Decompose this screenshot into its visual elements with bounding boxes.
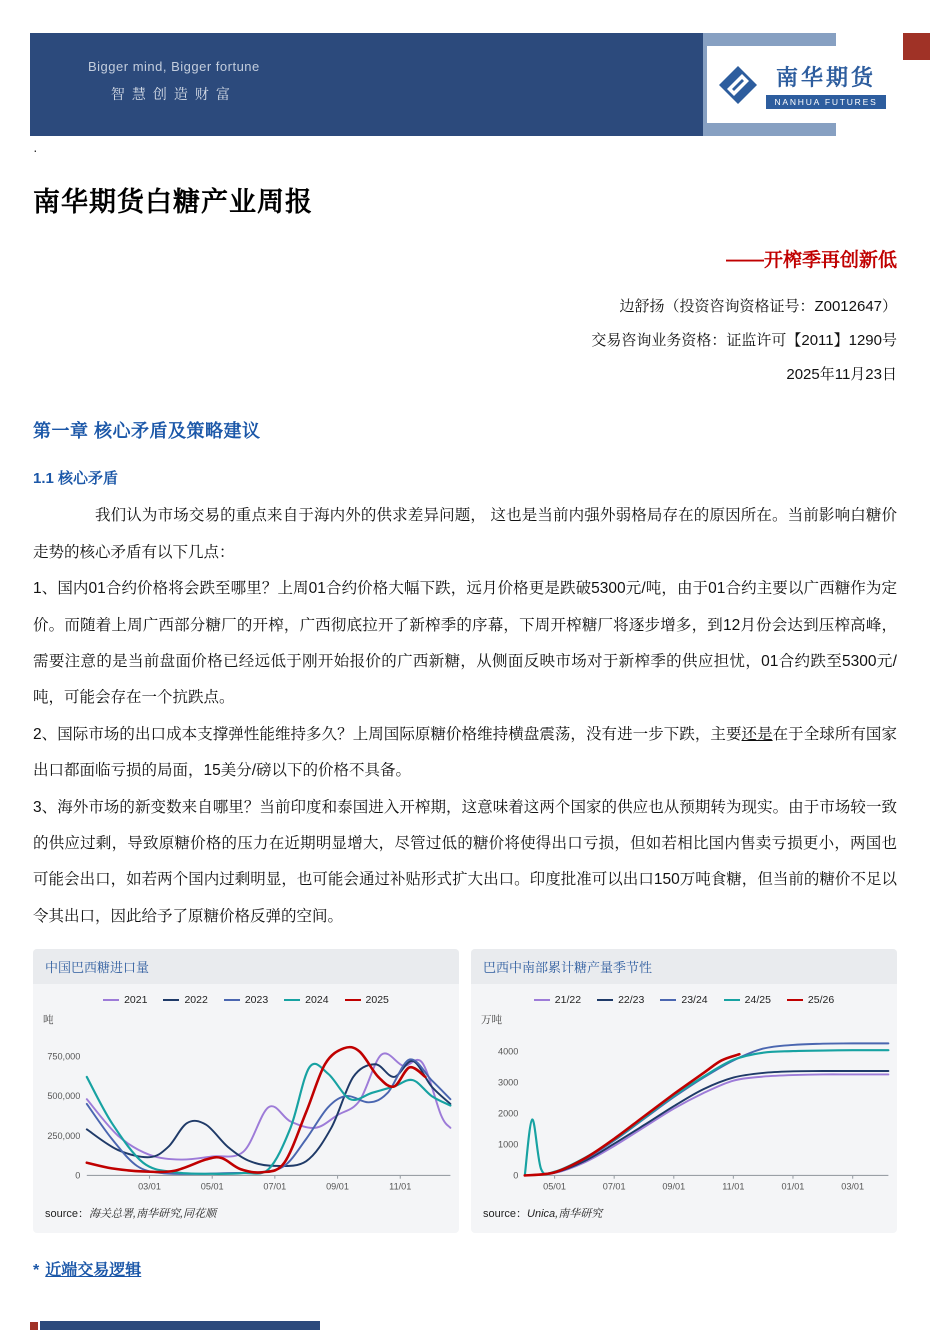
svg-text:03/01: 03/01 [138, 1181, 161, 1192]
report-meta [33, 290, 897, 391]
svg-text:11/01: 11/01 [722, 1181, 745, 1192]
svg-text:09/01: 09/01 [662, 1181, 686, 1192]
svg-text:4000: 4000 [498, 1046, 519, 1057]
legend-swatch [284, 999, 300, 1001]
report-date: 2025年11月23日 [786, 365, 897, 383]
chart-title: 中国巴西糖进口量 [33, 949, 459, 984]
svg-text:01/01: 01/01 [781, 1181, 805, 1192]
legend-swatch [163, 999, 179, 1001]
legend-swatch [787, 999, 803, 1001]
banner-red-square [903, 33, 930, 60]
logo-text-chinese: 南华期货 [775, 64, 876, 90]
legend-swatch [534, 999, 550, 1001]
svg-text:3000: 3000 [498, 1077, 519, 1088]
banner-navy-block [30, 33, 703, 136]
footer-note-text: 近端交易逻辑 [45, 1262, 142, 1280]
source-label: source： [45, 1208, 90, 1221]
slogan-chinese: 智慧创造财富 [110, 86, 237, 102]
report-title: 南华期货白糖产业周报 [33, 187, 313, 217]
paragraph-point1: 1、国内01合约价格将会跌至哪里？上周01合约价格大幅下跌，远月价格更是跌破5300元/吨，由于01合约主要以广西糖作为定价。而随着上周广西部分糖厂的开榨，广西彻底拉开了新榨季的序幕，下周开榨糖厂将逐步增多，到12月份会达到压榨高峰，需要注意的是当前盘面价格已经远低于刚开始报价的广西新糖，从侧面反映市场对于新榨季的供应担忧，01合约跌至5300元/吨，可能会存在一个抗跌点。 [33, 580, 897, 707]
source-value: 海关总署,南华研究,同花顺 [89, 1208, 217, 1221]
footer-note-marker: * [33, 1262, 40, 1280]
document-body [33, 142, 897, 1280]
charts-row [33, 949, 897, 1233]
point2-text-post: 在于全球所有国家出口都面临亏损的局面，15美分/磅以下的价格不具备。 [33, 725, 897, 780]
legend-swatch [724, 999, 740, 1001]
legend-item: 2022 [163, 994, 207, 1006]
footer-navy-bar [40, 1321, 320, 1330]
legend-item: 2024 [284, 994, 328, 1006]
source-label: source： [483, 1208, 528, 1221]
legend-swatch [345, 999, 361, 1001]
y-axis-unit-label: 万吨 [481, 1014, 502, 1027]
stray-bullet: · [33, 142, 38, 158]
legend-item: 21/22 [534, 994, 581, 1006]
svg-text:250,000: 250,000 [47, 1131, 81, 1142]
point2-text-pre: 2、国际市场的出口成本支撑弹性能维持多久？上周国际原糖价格维持横盘震荡，没有进一步下跌，主要 [33, 725, 742, 743]
page-footer-bar [30, 1321, 320, 1330]
svg-text:2000: 2000 [498, 1108, 519, 1119]
svg-text:0: 0 [513, 1170, 519, 1181]
top-banner [30, 33, 930, 136]
legend-item: 22/23 [597, 994, 644, 1006]
legend-item: 2025 [345, 994, 389, 1006]
legend-item: 2023 [224, 994, 268, 1006]
near-term-logic-heading [33, 1257, 897, 1280]
chart-source [471, 1197, 897, 1233]
chart-title: 巴西中南部累计糖产量季节性 [471, 949, 897, 984]
source-value: Unica,南华研究 [527, 1208, 603, 1221]
legend-item: 24/25 [724, 994, 771, 1006]
report-subtitle: ——开榨季再创新低 [725, 250, 897, 271]
svg-text:09/01: 09/01 [326, 1181, 349, 1192]
legend-item: 25/26 [787, 994, 834, 1006]
banner-slogan [88, 59, 260, 104]
legend-swatch [224, 999, 240, 1001]
footer-red-square [30, 1322, 38, 1330]
paragraph-point3: 3、海外市场的新变数来自哪里？当前印度和泰国进入开榨期，这意味着这两个国家的供应也从预期转为现实。由于市场较一致的供应过剩，导致原糖价格的压力在近期明显增大，尽管过低的糖价将使得出口亏损，但如若相比国内售卖亏损更小，两国也可能会出口，如若两个国内过剩明显，也可能会通过补贴形式扩大出口。印度批准可以出口150万吨食糖，但当前的糖价不足以令其出口，因此给予了原糖价格反弹的空间。 [33, 798, 897, 925]
legend-swatch [597, 999, 613, 1001]
legend-swatch [103, 999, 119, 1001]
svg-text:03/01: 03/01 [841, 1181, 865, 1192]
svg-text:05/01: 05/01 [543, 1181, 567, 1192]
point2-underlined-text: 还是 [741, 725, 773, 743]
nanhua-logo-icon [718, 65, 758, 105]
svg-text:07/01: 07/01 [602, 1181, 626, 1192]
chart-panel-china-brazil-sugar-imports [33, 949, 459, 1233]
chart-legend [33, 984, 459, 1006]
logo-text-english: NANHUA FUTURES [766, 95, 885, 109]
legend-item: 2021 [103, 994, 147, 1006]
line-chart-production [471, 1027, 897, 1197]
paragraph-point2 [33, 717, 897, 790]
company-logo [707, 46, 897, 123]
slogan-english: Bigger mind, Bigger fortune [88, 59, 260, 74]
y-axis-unit-label: 吨 [43, 1014, 54, 1027]
chart-panel-brazil-cs-cumulative-production [471, 949, 897, 1233]
section-heading: 1.1 核心矛盾 [33, 470, 119, 488]
line-chart-imports [33, 1027, 459, 1197]
chart-legend [471, 984, 897, 1006]
svg-text:11/01: 11/01 [389, 1181, 412, 1192]
svg-text:500,000: 500,000 [47, 1091, 81, 1102]
paragraph-intro: 我们认为市场交易的重点来自于海内外的供求差异问题， 这也是当前内强外弱格局存在的原因所在。当前影响白糖价走势的核心矛盾有以下几点： [33, 507, 897, 561]
author-line: 边舒扬（投资咨询资格证号：Z0012647） [619, 298, 897, 315]
svg-text:1000: 1000 [498, 1139, 519, 1150]
legend-item: 23/24 [660, 994, 707, 1006]
chart-source [33, 1197, 459, 1233]
license-line: 交易咨询业务资格：证监许可【2011】1290号 [591, 331, 897, 349]
svg-text:750,000: 750,000 [47, 1051, 81, 1062]
svg-text:0: 0 [75, 1170, 81, 1181]
svg-text:07/01: 07/01 [263, 1181, 287, 1192]
legend-swatch [660, 999, 676, 1001]
chapter-heading: 第一章 核心矛盾及策略建议 [33, 421, 261, 442]
svg-text:05/01: 05/01 [200, 1181, 224, 1192]
